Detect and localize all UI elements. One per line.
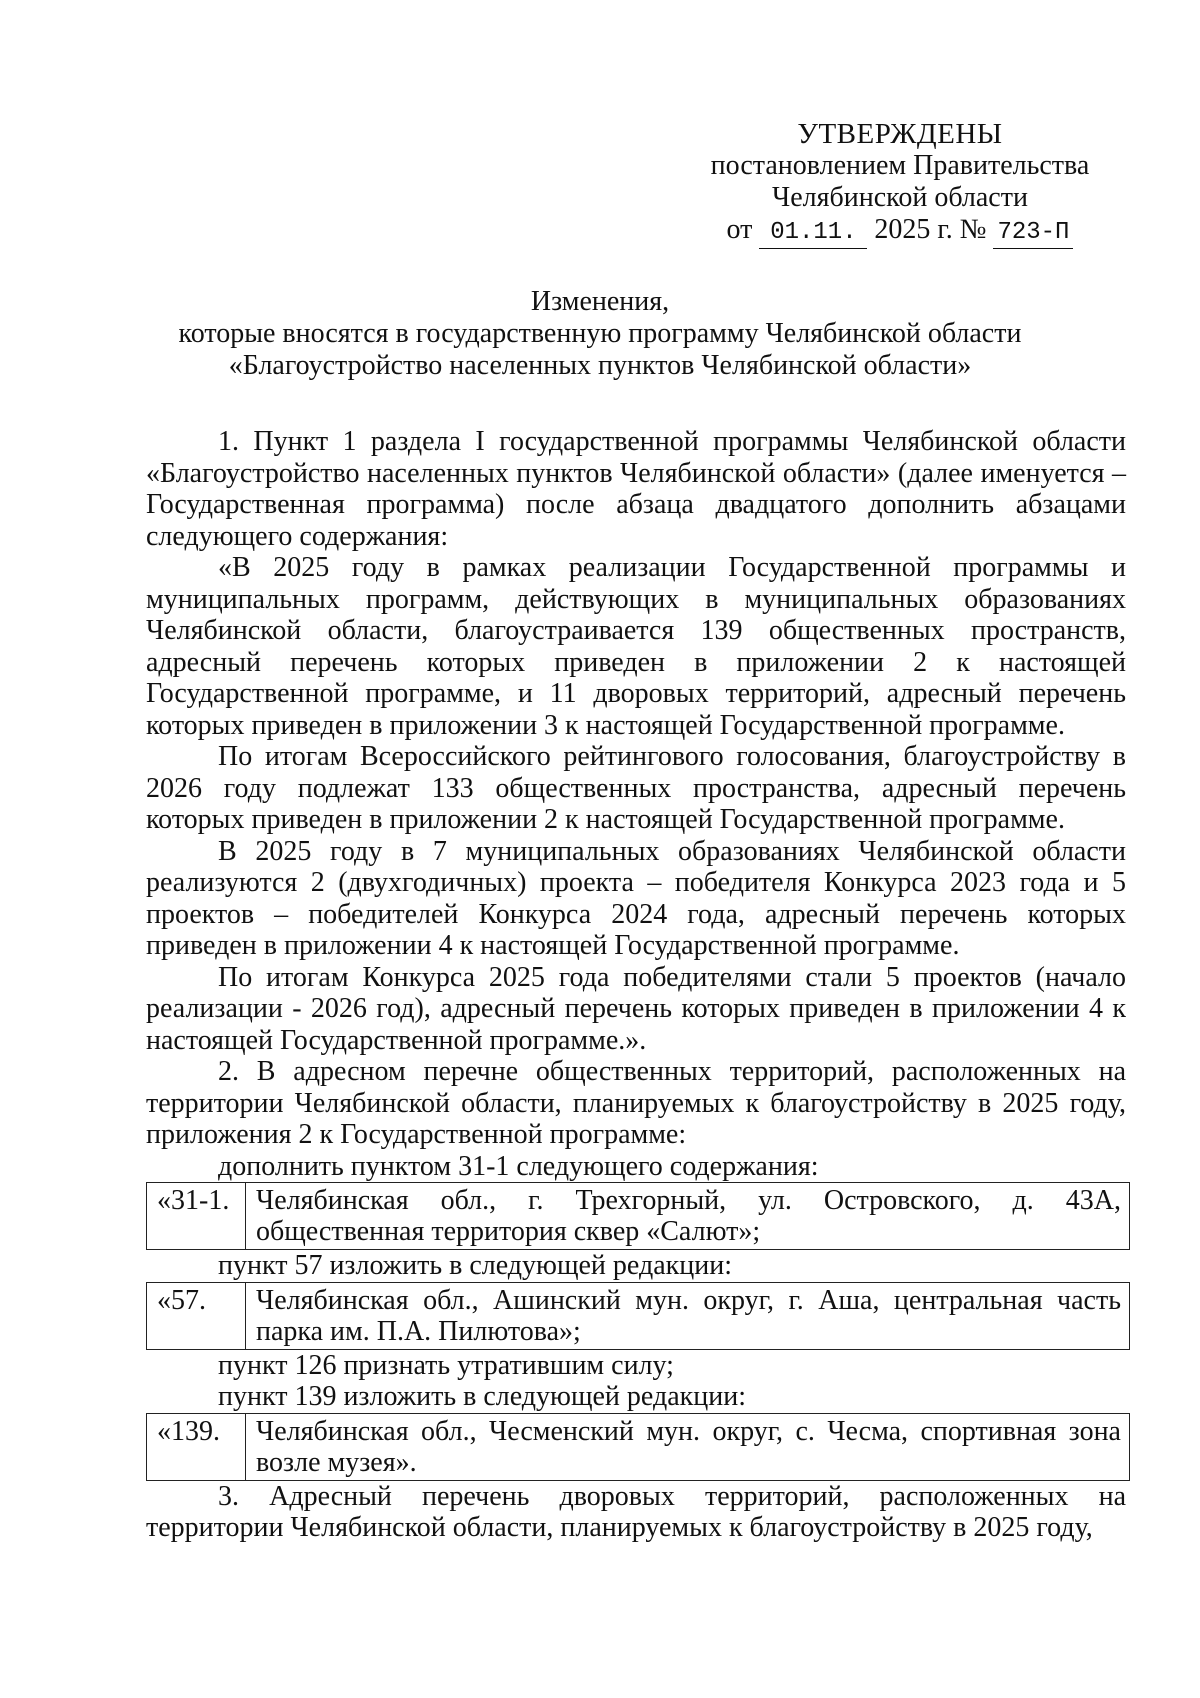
item-number: «57. xyxy=(147,1282,246,1349)
item-31-1-table xyxy=(146,1182,1130,1250)
item-57-intro: пункт 57 изложить в следующей редакции: xyxy=(218,1250,732,1281)
item-number: «139. xyxy=(147,1413,246,1480)
item-139-table xyxy=(146,1413,1130,1481)
approval-line-3: Челябинской области xyxy=(772,182,1028,213)
item-text: Челябинская обл., г. Трехгорный, ул. Островского, д. 43А, общественная территория сквер «Салют»; xyxy=(246,1183,1130,1250)
section-3-intro: 3. Адресный перечень дворовых территорий, расположенных на территории Челябинской области, планируемых к благоустройству в 2025 году, xyxy=(146,1480,1126,1543)
document-title xyxy=(140,286,1060,382)
item-text: Челябинская обл., Чесменский мун. округ, с. Чесма, спортивная зона возле музея». xyxy=(246,1413,1130,1480)
title-line-2: которые вносятся в государственную программу Челябинской области xyxy=(178,318,1022,349)
section-1-paragraph-1: «В 2025 году в рамках реализации Государственной программы и муниципальных программ, действующих в муниципальных образованиях Челябинской области, благоустраивается 139 общественных пространств, адресный перечень которых приведен в приложении 2 к настоящей Государственной программе, и 11 дворовых территорий, адресный перечень которых приведен в приложении 3 к настоящей Государственной программе. xyxy=(146,552,1126,741)
section-1-paragraph-2: По итогам Всероссийского рейтингового голосования, благоустройству в 2026 году подлежат 133 общественных пространства, адресный перечень которых приведен в приложении 2 к настоящей Государственной программе. xyxy=(146,741,1126,835)
approval-stamp xyxy=(690,118,1110,249)
item-139-intro: пункт 139 изложить в следующей редакции: xyxy=(218,1381,746,1412)
approval-heading: УТВЕРЖДЕНЫ xyxy=(797,118,1003,150)
document-body xyxy=(146,426,1126,1544)
section-2-intro: 2. В адресном перечне общественных территорий, расположенных на территории Челябинской области, планируемых к благоустройству в 2025 году, приложения 2 к Государственной программе: xyxy=(146,1056,1126,1150)
section-1-paragraph-4: По итогам Конкурса 2025 года победителями стали 5 проектов (начало реализации - 2026 год), адресный перечень которых приведен в приложении 4 к настоящей Государственной программе.». xyxy=(146,961,1126,1056)
item-text: Челябинская обл., Ашинский мун. округ, г. Аша, центральная часть парка им. П.А. Пилютова»; xyxy=(246,1282,1130,1349)
approval-date-line xyxy=(690,214,1110,249)
approval-date: 01.11. xyxy=(759,218,867,249)
item-57-table xyxy=(146,1282,1130,1350)
item-31-1-intro: дополнить пунктом 31-1 следующего содержания: xyxy=(218,1150,819,1182)
item-number: «31-1. xyxy=(147,1183,246,1250)
table-row xyxy=(147,1282,1130,1349)
section-1-intro: 1. Пункт 1 раздела I государственной программы Челябинской области «Благоустройство населенных пунктов Челябинской области» (далее именуется – Государственная программа) после абзаца двадцатого дополнить абзацами следующего содержания: xyxy=(146,426,1126,552)
title-line-3: «Благоустройство населенных пунктов Челябинской области» xyxy=(228,350,972,381)
table-row xyxy=(147,1183,1130,1250)
approval-number: 723-П xyxy=(993,218,1073,249)
approval-line-2: постановлением Правительства xyxy=(710,150,1090,181)
item-126-line: пункт 126 признать утратившим силу; xyxy=(218,1349,674,1381)
year-text: 2025 г. № xyxy=(874,214,987,245)
section-1-paragraph-3: В 2025 году в 7 муниципальных образованиях Челябинской области реализуются 2 (двухгодичных) проекта – победителя Конкурса 2023 года и 5 проектов – победителей Конкурса 2024 года, адресный перечень которых приведен в приложении 4 к настоящей Государственной программе. xyxy=(146,835,1126,961)
title-line-1: Изменения, xyxy=(530,286,670,317)
date-prefix: от xyxy=(726,214,753,245)
table-row xyxy=(147,1413,1130,1480)
